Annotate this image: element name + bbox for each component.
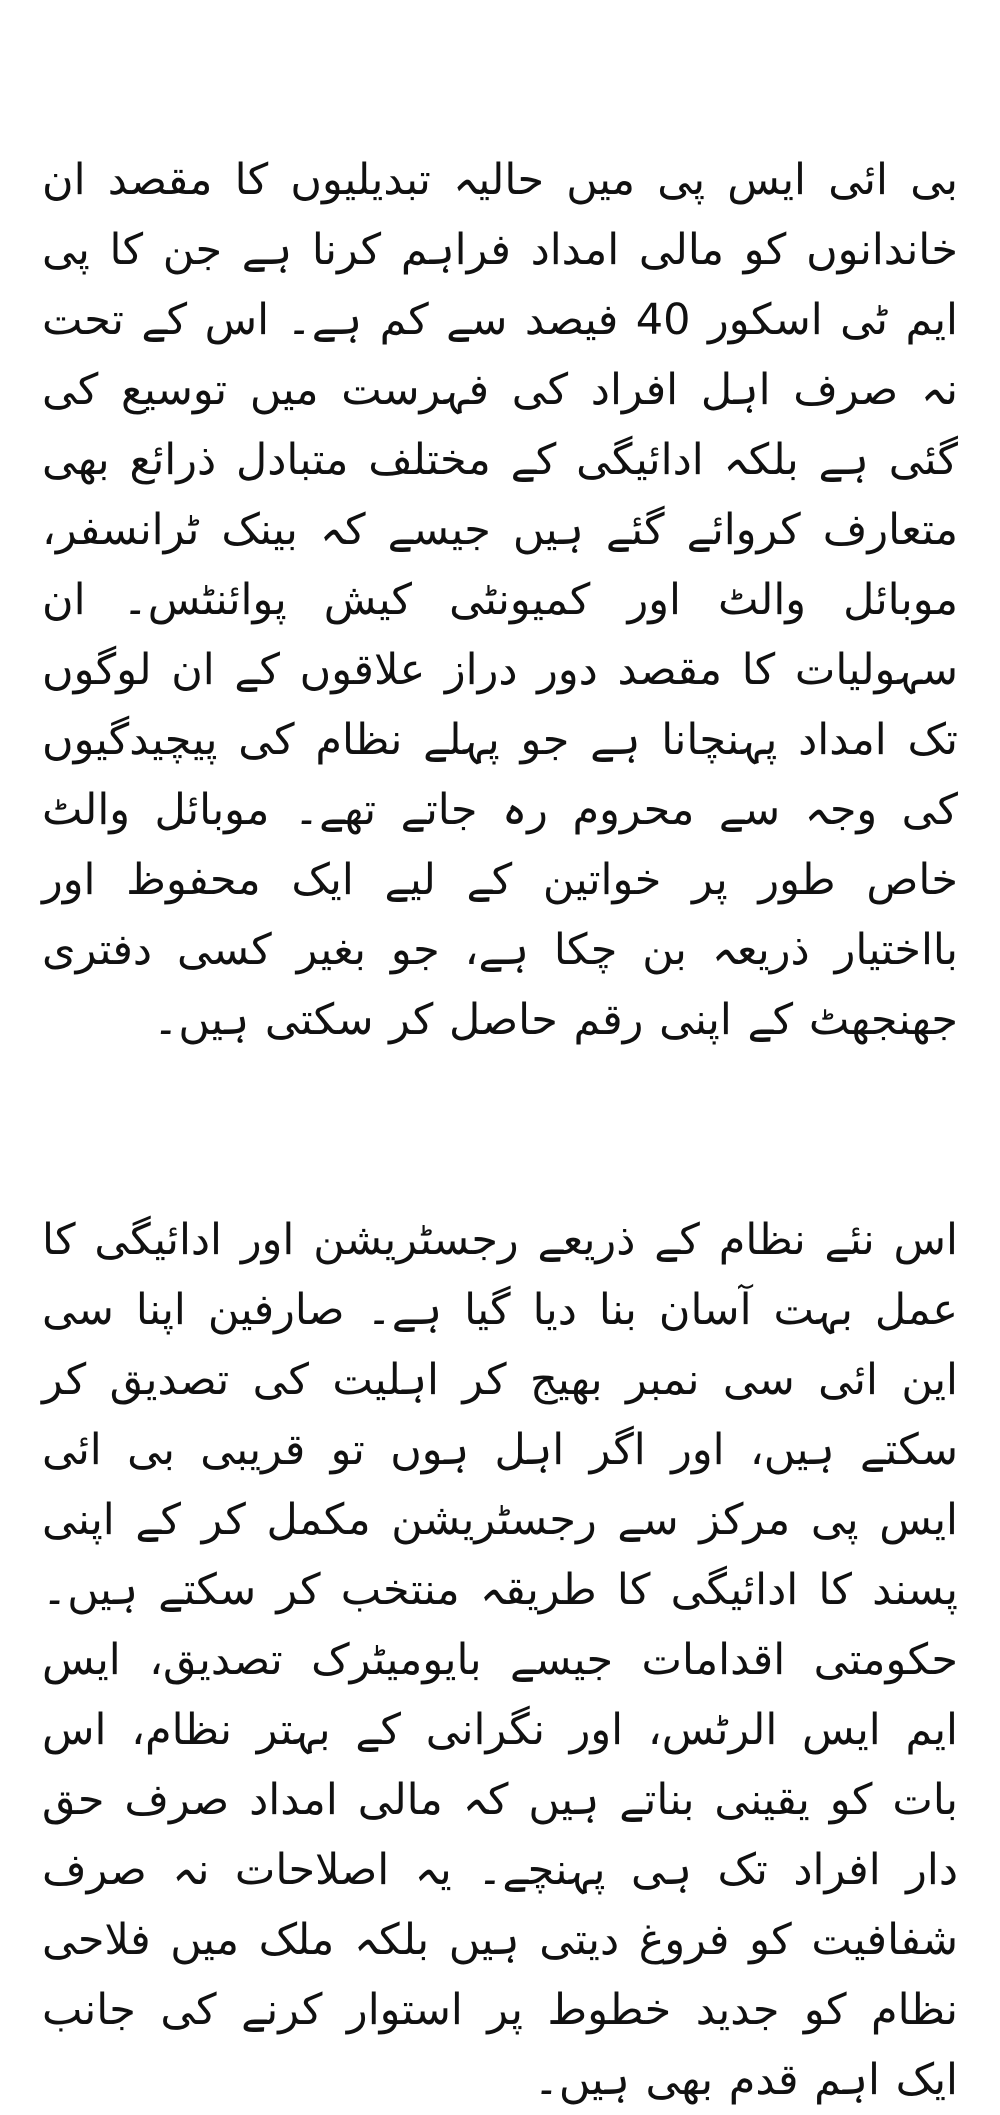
article-paragraph-2: اس نئے نظام کے ذریعے رجسٹریشن اور ادائیگی کا عمل بہت آسان بنا دیا گیا ہے۔ صارفین اپنا سی این ائی سی نمبر بھیج کر اہلیت کی تصدیق کر سکتے ہیں، اور اگر اہل ہوں تو قریبی بی ائی ایس پی مرکز سے رجسٹریشن مکمل کر کے اپنی پسند کا ادائیگی کا طریقہ منتخب کر سکتے ہیں۔ حکومتی اقدامات جیسے بایومیٹرک تصدیق، ایس ایم ایس الرٹس، اور نگرانی کے بہتر نظام، اس بات کو یقینی بناتے ہیں کہ مالی امداد صرف حق دار افراد تک ہی پہنچے۔ یہ اصلاحات نہ صرف شفافیت کو فروغ دیتی ہیں بلکہ ملک میں فلاحی نظام کو جدید خطوط پر استوار کرنے کی جانب ایک اہم قدم بھی ہیں۔ <box>42 1215 958 2105</box>
article-paragraph-1: بی ائی ایس پی میں حالیہ تبدیلیوں کا مقصد ان خاندانوں کو مالی امداد فراہم کرنا ہے جن کا پی ایم ٹی اسکور 40 فیصد سے کم ہے۔ اس کے تحت نہ صرف اہل افراد کی فہرست میں توسیع کی گئی ہے بلکہ ادائیگی کے مختلف متبادل ذرائع بھی متعارف کروائے گئے ہیں جیسے کہ بینک ٹرانسفر، موبائل والٹ اور کمیونٹی کیش پوائنٹس۔ ان سہولیات کا مقصد دور دراز علاقوں کے ان لوگوں تک امداد پہنچانا ہے جو پہلے نظام کی پیچیدگیوں کی وجہ سے محروم رہ جاتے تھے۔ موبائل والٹ خاص طور پر خواتین کے لیے ایک محفوظ اور بااختیار ذریعہ بن چکا ہے، جو بغیر کسی دفتری جھنجھٹ کے اپنی رقم حاصل کر سکتی ہیں۔ <box>42 155 958 1045</box>
